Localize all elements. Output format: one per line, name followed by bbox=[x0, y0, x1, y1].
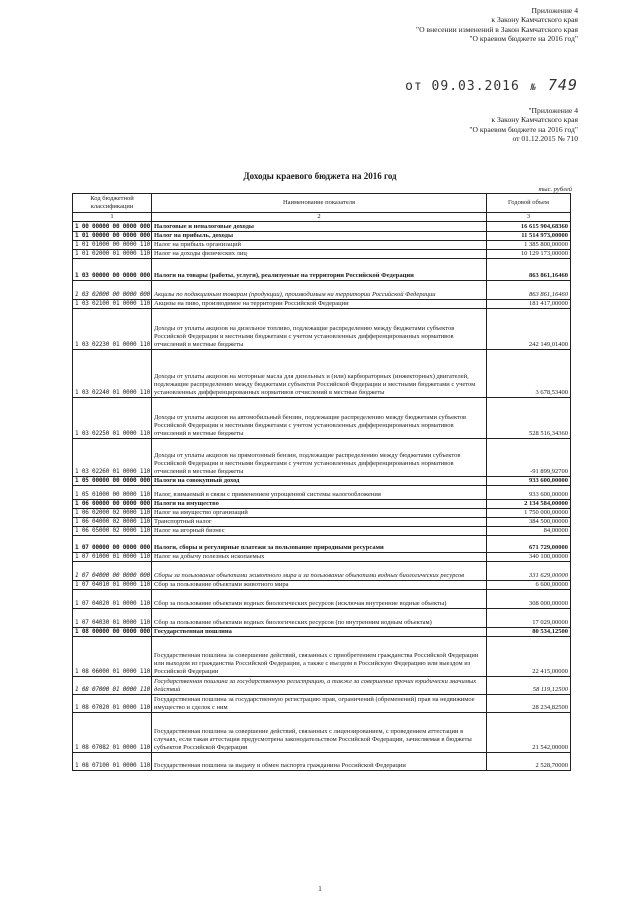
code-cell: 1 08 06000 01 0000 110 bbox=[73, 637, 152, 677]
table-row bbox=[73, 500, 571, 509]
amount-cell: 384 500,00000 bbox=[487, 518, 571, 527]
header-amount: Годовой объем bbox=[487, 194, 571, 213]
amount-cell: 21 542,00000 bbox=[487, 713, 571, 753]
annex-previous-block bbox=[469, 106, 578, 144]
code-cell: 1 07 04030 01 0000 110 bbox=[73, 609, 152, 628]
name-cell: Доходы от уплаты акцизов на моторные масла для дизельных и (или) карбюраторных (инжекторных) двигателей, подлежащие распределению между бюджетами субъектов Российской Федерации и местными бюджетами с учетом установленных дифференцированных нормативов отчислений в местные бюджеты bbox=[152, 350, 487, 398]
header-code: Код бюджетной классификации bbox=[73, 194, 152, 213]
table-row bbox=[73, 637, 571, 677]
name-cell: Транспортный налог bbox=[152, 518, 487, 527]
amount-cell: 1 385 800,00000 bbox=[487, 241, 571, 250]
name-cell: Налог на имущество организаций bbox=[152, 509, 487, 518]
name-cell: Налоги на имущество bbox=[152, 500, 487, 509]
table-row bbox=[73, 241, 571, 250]
annex-prev-line-1: "Приложение 4 bbox=[528, 106, 578, 115]
name-cell: Налог на доходы физических лиц bbox=[152, 250, 487, 259]
amount-cell: 863 861,16460 bbox=[487, 281, 571, 300]
table-row bbox=[73, 518, 571, 527]
code-cell: 1 07 04010 01 0000 110 bbox=[73, 581, 152, 590]
revenue-table bbox=[72, 193, 571, 771]
code-cell: 1 05 00000 00 0000 000 bbox=[73, 477, 152, 486]
name-cell: Налоги на совокупный доход bbox=[152, 477, 487, 486]
table-row bbox=[73, 300, 571, 309]
name-cell: Государственная пошлина за совершение действий, связанных с приобретением гражданства Российской Федерации или выходом из гражданства Российской Федерации, а также с въездом в Российскую Федерацию или выездом из Российской Федерации bbox=[152, 637, 487, 677]
table-row bbox=[73, 695, 571, 713]
name-cell: Государственная пошлина за государственную регистрацию прав, ограничений (обременений) прав на недвижимое имущество и сделок с ним bbox=[152, 695, 487, 713]
amount-cell: -91 899,92700 bbox=[487, 439, 571, 477]
table-row bbox=[73, 609, 571, 628]
name-cell: Сбор за пользование объектами животного мира bbox=[152, 581, 487, 590]
code-cell: 1 00 00000 00 0000 000 bbox=[73, 222, 152, 232]
amount-cell: 933 600,00000 bbox=[487, 477, 571, 486]
name-cell: Налог на прибыль организаций bbox=[152, 241, 487, 250]
table-row bbox=[73, 590, 571, 609]
amount-cell: 671 729,00000 bbox=[487, 536, 571, 553]
column-number: 2 bbox=[152, 213, 487, 222]
name-cell: Налог на прибыль, доходы bbox=[152, 232, 487, 241]
amount-cell: 22 415,00000 bbox=[487, 637, 571, 677]
table-column-numbers-row bbox=[73, 213, 571, 222]
code-cell: 1 06 04000 02 0000 110 bbox=[73, 518, 152, 527]
amount-cell: 80 534,12500 bbox=[487, 628, 571, 637]
stamp-number: 749 bbox=[547, 76, 578, 94]
code-cell: 1 08 07082 01 0000 110 bbox=[73, 713, 152, 753]
code-cell: 1 03 02000 00 0000 000 bbox=[73, 281, 152, 300]
table-row bbox=[73, 527, 571, 536]
code-cell: 1 03 02100 01 0000 110 bbox=[73, 300, 152, 309]
table-row bbox=[73, 486, 571, 500]
amount-cell: 11 514 973,00000 bbox=[487, 232, 571, 241]
code-cell: 1 08 07100 01 0000 110 bbox=[73, 753, 152, 771]
amount-cell: 3 678,53400 bbox=[487, 350, 571, 398]
code-cell: 1 03 02230 01 0000 110 bbox=[73, 309, 152, 350]
table-row bbox=[73, 439, 571, 477]
name-cell: Государственная пошлина за государственную регистрацию, а также за совершение прочих юридически значимых действий bbox=[152, 677, 487, 695]
table-row bbox=[73, 477, 571, 486]
table-row bbox=[73, 281, 571, 300]
amount-cell: 6 600,00000 bbox=[487, 581, 571, 590]
table-row bbox=[73, 562, 571, 581]
table-row bbox=[73, 350, 571, 398]
header-name: Наименование показателя bbox=[152, 194, 487, 213]
code-cell: 1 01 02000 01 0000 110 bbox=[73, 250, 152, 259]
page-number: 1 bbox=[318, 885, 322, 893]
annex-top-line-2: к Закону Камчатского края bbox=[491, 15, 578, 25]
amount-cell: 2 134 584,00000 bbox=[487, 500, 571, 509]
stamp-date: от 09.03.2016 bbox=[405, 79, 520, 94]
table-row bbox=[73, 222, 571, 232]
amount-cell: 242 149,01400 bbox=[487, 309, 571, 350]
annex-prev-line-4: от 01.12.2015 № 710 bbox=[512, 134, 578, 144]
code-cell: 1 01 00000 00 0000 000 bbox=[73, 232, 152, 241]
code-cell: 1 08 07020 01 0000 110 bbox=[73, 695, 152, 713]
annex-top-block bbox=[416, 6, 578, 44]
table-row bbox=[73, 628, 571, 637]
units-label: тыс. рублей bbox=[538, 186, 572, 193]
table-row bbox=[73, 677, 571, 695]
table-row bbox=[73, 536, 571, 553]
table-row bbox=[73, 753, 571, 771]
table-header-row bbox=[73, 194, 571, 213]
table-row bbox=[73, 398, 571, 439]
name-cell: Государственная пошлина за выдачу и обмен паспорта гражданина Российской Федерации bbox=[152, 753, 487, 771]
annex-top-line-3: "О внесении изменений в Закон Камчатского края bbox=[416, 24, 578, 34]
amount-cell: 16 615 904,68360 bbox=[487, 222, 571, 232]
annex-prev-line-2: к Закону Камчатского края bbox=[491, 115, 578, 125]
name-cell: Акцизы по подакцизным товарам (продукции), производимым на территории Российской Федерации bbox=[152, 281, 487, 300]
name-cell: Доходы от уплаты акцизов на дизельное топливо, подлежащие распределению между бюджетами субъектов Российской Федерации и местными бюджетами с учетом установленных дифференцированных нормативов отчислений в местные бюджеты bbox=[152, 309, 487, 350]
table-row bbox=[73, 309, 571, 350]
amount-cell: 17 029,00000 bbox=[487, 609, 571, 628]
name-cell: Налог на игорный бизнес bbox=[152, 527, 487, 536]
code-cell: 1 07 00000 00 0000 000 bbox=[73, 536, 152, 553]
name-cell: Налоговые и неналоговые доходы bbox=[152, 222, 487, 232]
name-cell: Доходы от уплаты акцизов на прямогонный бензин, подлежащие распределению между бюджетами субъектов Российской Федерации и местными бюджетами с учетом установленных дифференцированных нормативов отчислений в местные бюджеты bbox=[152, 439, 487, 477]
amount-cell: 331 629,00000 bbox=[487, 562, 571, 581]
code-cell: 1 01 01000 00 0000 110 bbox=[73, 241, 152, 250]
name-cell: Сбор за пользование объектами водных биологических ресурсов (исключая внутренние водные объекты) bbox=[152, 590, 487, 609]
amount-cell: 340 100,00000 bbox=[487, 553, 571, 562]
name-cell: Государственная пошлина за совершение действий, связанных с лицензированием, с проведением аттестации в случаях, если такая аттестация предусмотрена законодательством Российской Федерации, зачисляемая в бюджеты субъектов Российской Федерации bbox=[152, 713, 487, 753]
name-cell: Сбор за пользование объектами водных биологических ресурсов (по внутренним водным объектам) bbox=[152, 609, 487, 628]
table-row bbox=[73, 509, 571, 518]
code-cell: 1 03 02260 01 0000 110 bbox=[73, 439, 152, 477]
name-cell: Налоги, сборы и регулярные платежи за пользование природными ресурсами bbox=[152, 536, 487, 553]
name-cell: Налоги на товары (работы, услуги), реализуемые на территории Российской Федерации bbox=[152, 259, 487, 281]
table-row bbox=[73, 232, 571, 241]
amount-cell: 863 861,16460 bbox=[487, 259, 571, 281]
code-cell: 1 06 02000 02 0000 110 bbox=[73, 509, 152, 518]
amount-cell: 58 119,12500 bbox=[487, 677, 571, 695]
column-number: 1 bbox=[73, 213, 152, 222]
table-row bbox=[73, 259, 571, 281]
amount-cell: 1 750 000,00000 bbox=[487, 509, 571, 518]
table-row bbox=[73, 713, 571, 753]
amount-cell: 528 516,34360 bbox=[487, 398, 571, 439]
name-cell: Налог, взимаемый в связи с применением упрощенной системы налогообложения bbox=[152, 486, 487, 500]
amount-cell: 84,00000 bbox=[487, 527, 571, 536]
code-cell: 1 06 05000 02 0000 110 bbox=[73, 527, 152, 536]
amount-cell: 308 000,00000 bbox=[487, 590, 571, 609]
code-cell: 1 07 04020 01 0000 110 bbox=[73, 590, 152, 609]
code-cell: 1 03 02240 01 0000 110 bbox=[73, 350, 152, 398]
name-cell: Государственная пошлина bbox=[152, 628, 487, 637]
amount-cell: 10 129 173,00000 bbox=[487, 250, 571, 259]
document-title: Доходы краевого бюджета на 2016 год bbox=[243, 171, 397, 181]
code-cell: 1 06 00000 00 0000 000 bbox=[73, 500, 152, 509]
annex-prev-line-3: "О краевом бюджете на 2016 год" bbox=[469, 124, 578, 134]
table-row bbox=[73, 581, 571, 590]
code-cell: 1 07 04000 00 0000 000 bbox=[73, 562, 152, 581]
code-cell: 1 03 02250 01 0000 110 bbox=[73, 398, 152, 439]
stamp-number-label: № bbox=[530, 83, 538, 93]
amount-cell: 28 234,82500 bbox=[487, 695, 571, 713]
code-cell: 1 08 00000 00 0000 000 bbox=[73, 628, 152, 637]
annex-top-line-1: Приложение 4 bbox=[531, 6, 578, 15]
name-cell: Доходы от уплаты акцизов на автомобильный бензин, подлежащие распределению между бюджетами субъектов Российской Федерации и местными бюджетами с учетом установленных дифференцированных нормативов отчислений в местные бюджеты bbox=[152, 398, 487, 439]
amount-cell: 2 528,70000 bbox=[487, 753, 571, 771]
annex-top-line-4: "О краевом бюджете на 2016 год" bbox=[469, 34, 578, 44]
amount-cell: 181 417,00000 bbox=[487, 300, 571, 309]
name-cell: Акцизы на пиво, производимое на территории Российской Федерации bbox=[152, 300, 487, 309]
table-row bbox=[73, 250, 571, 259]
column-number: 3 bbox=[487, 213, 571, 222]
code-cell: 1 07 01000 01 0000 110 bbox=[73, 553, 152, 562]
code-cell: 1 03 00000 00 0000 000 bbox=[73, 259, 152, 281]
name-cell: Налог на добычу полезных ископаемых bbox=[152, 553, 487, 562]
code-cell: 1 08 07000 01 0000 110 bbox=[73, 677, 152, 695]
table-row bbox=[73, 553, 571, 562]
amount-cell: 933 600,00000 bbox=[487, 486, 571, 500]
code-cell: 1 05 01000 00 0000 110 bbox=[73, 486, 152, 500]
name-cell: Сборы за пользование объектами животного мира и за пользование объектами водных биологических ресурсов bbox=[152, 562, 487, 581]
date-stamp bbox=[405, 76, 578, 94]
